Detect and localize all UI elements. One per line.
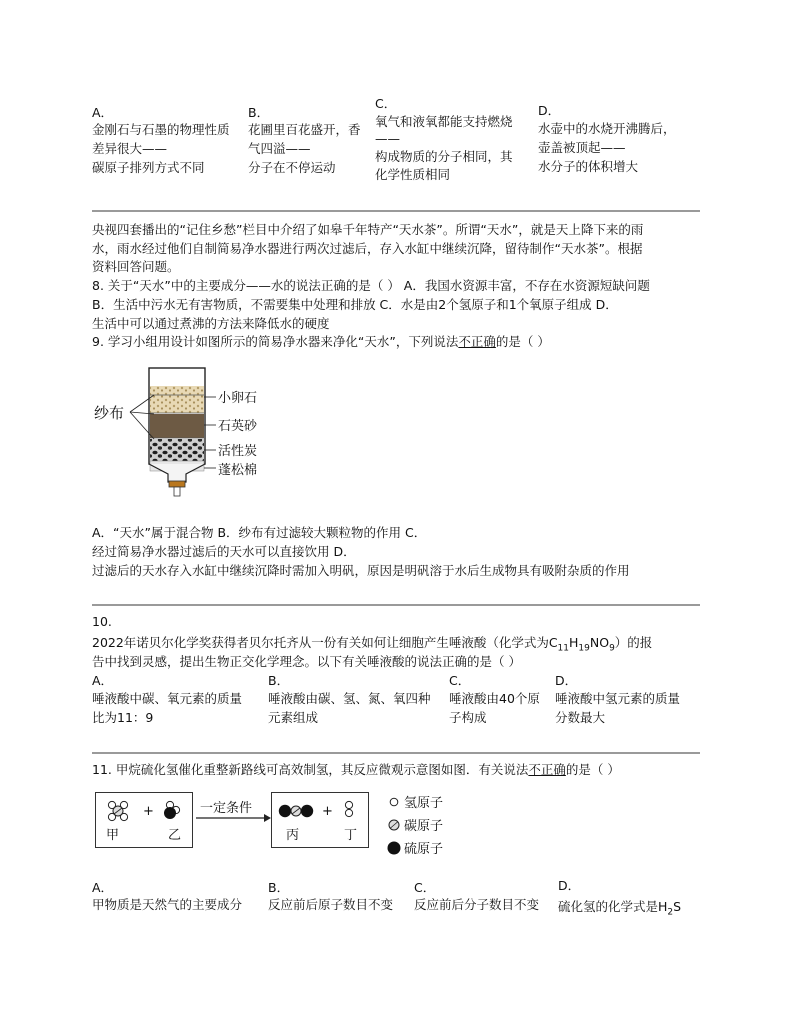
- q10-option-c-letter: C．: [449, 673, 471, 688]
- legend-sulfur: 硫原子: [404, 842, 444, 857]
- formula-subscript: 19: [578, 643, 590, 654]
- formula-text: H: [569, 635, 579, 650]
- reactant-plus: +: [143, 804, 154, 819]
- formula-text: S: [673, 899, 682, 914]
- q10-option-b-line: 唾液酸由碳、氢、氮、氧四种: [268, 691, 431, 706]
- legend-symbols: [386, 796, 402, 856]
- q7-option-c-line: 氧气和液氧都能支持燃烧: [375, 114, 513, 129]
- q10-option-a-line: 唾液酸中碳、氧元素的质量: [92, 691, 243, 706]
- label-jia: 甲: [106, 828, 120, 843]
- passage-line: 水，雨水经过他们自制简易净水器进行两次过滤后，存入水缸中继续沉降，留待制作“天水茶”。根据: [92, 241, 643, 256]
- q11-option-d-letter: D．: [558, 878, 581, 893]
- divider: [92, 604, 700, 606]
- passage-line: 资料回答问题。: [92, 259, 180, 274]
- product-plus: +: [322, 804, 333, 819]
- layer-label-carbon: 活性炭: [218, 444, 258, 459]
- q7-option-d-letter: D．: [538, 103, 561, 118]
- water-filter-figure: [92, 362, 282, 502]
- q11-option-b-text: 反应前后原子数目不变: [268, 897, 394, 912]
- q7-option-a-letter: A．: [92, 105, 114, 120]
- label-yi: 乙: [168, 828, 182, 843]
- q7-option-a-line: 碳原子排列方式不同: [92, 160, 205, 175]
- divider: [92, 210, 700, 212]
- q10-option-b-line: 元素组成: [268, 710, 319, 725]
- q7-option-c-line: 化学性质相同: [375, 167, 451, 182]
- q9-option-line: 过滤后的天水存入水缸中继续沉降时需加入明矾，原因是明矾溶于水后生成物具有吸附杂质的作用: [92, 563, 630, 578]
- q10-stem-line1: [92, 633, 652, 652]
- q11-option-a-text: 甲物质是天然气的主要成分: [92, 897, 243, 912]
- layer-label-cotton: 蓬松棉: [218, 463, 258, 478]
- q11-option-c-text: 反应前后分子数目不变: [414, 897, 540, 912]
- label-ding: 丁: [344, 828, 358, 843]
- q7-option-c-line: ——: [375, 131, 400, 146]
- q9-stem-underlined: 不正确: [458, 334, 496, 349]
- q9-option-line: A．“天水”属于混合物 B．纱布有过滤较大颗粒物的作用 C．: [92, 525, 427, 540]
- q10-option-d-line: 分数最大: [555, 710, 606, 725]
- q7-option-a-line: 差异很大——: [92, 141, 168, 156]
- reactants-box: [95, 792, 193, 848]
- q7-option-b-line: 气四溢——: [248, 141, 311, 156]
- q8-line: 8. 关于“天水”中的主要成分——水的说法正确的是（ ） A．我国水资源丰富，不存在水资源短缺问题: [92, 278, 650, 293]
- formula-text: 硫化氢的化学式是H: [558, 899, 668, 914]
- q9-stem-text: 的是（ ）: [495, 334, 550, 349]
- legend-hydrogen: 氢原子: [404, 796, 444, 811]
- label-bing: 丙: [286, 828, 300, 843]
- q11-stem-underlined: 不正确: [528, 762, 566, 777]
- passage-line: 央视四套播出的“记住乡愁”栏目中介绍了如皋千年特产“天水茶”。所谓“天水”，就是天上降下来的雨: [92, 222, 644, 237]
- q7-option-d-line: 水分子的体积增大: [538, 159, 639, 174]
- q10-stem-text: ）的报: [614, 635, 653, 650]
- q11-option-c-letter: C．: [414, 880, 436, 895]
- q10-option-a-letter: A．: [92, 673, 114, 688]
- q10-option-a-line: 比为11：9: [92, 710, 154, 725]
- layer-label-sand: 石英砂: [218, 419, 258, 434]
- q7-option-b-line: 分子在不停运动: [248, 160, 336, 175]
- q9-option-line: 经过简易净水器过滤后的天水可以直接饮用 D．: [92, 544, 356, 559]
- q11-option-b-letter: B．: [268, 880, 290, 895]
- q10-option-d-line: 唾液酸中氢元素的质量: [555, 691, 681, 706]
- gauze-label: 纱布: [94, 404, 125, 422]
- q10-option-b-letter: B．: [268, 673, 290, 688]
- q9-stem-text: 9. 学习小组用设计如图所示的简易净水器来净化“天水”，下列说法: [92, 334, 459, 349]
- q10-option-c-line: 唾液酸由40个原: [449, 691, 540, 706]
- q10-stem-text: 2022年诺贝尔化学奖获得者贝尔托齐从一份有关如何让细胞产生唾液酸（化学式为C: [92, 635, 558, 650]
- hydrogen-atom-icon: [390, 798, 398, 806]
- q11-stem-text: 的是（ ）: [565, 762, 620, 777]
- reaction-condition: 一定条件: [200, 801, 253, 816]
- q7-option-c-line: 构成物质的分子相同，其: [375, 149, 513, 164]
- q9-stem: [92, 332, 550, 351]
- divider: [92, 752, 700, 754]
- q7-option-d-line: 水壶中的水烧开沸腾后，: [538, 121, 676, 136]
- formula-subscript: 2: [667, 907, 674, 918]
- q7-option-a-line: 金刚石与石墨的物理性质: [92, 122, 230, 137]
- products-box: [271, 792, 369, 848]
- formula-text: NO: [589, 635, 610, 650]
- q7-option-b-letter: B．: [248, 105, 270, 120]
- sulfur-atom-icon: [388, 842, 401, 855]
- q7-option-d-line: 壶盖被顶起——: [538, 140, 626, 155]
- q7-option-c-letter: C．: [375, 96, 397, 111]
- q11-stem: [92, 760, 620, 779]
- q8-line: B．生活中污水无有害物质，不需要集中处理和排放 C．水是由2个氢原子和1个氧原子组成 D．: [92, 297, 618, 312]
- q10-stem-line2: 告中找到灵感，提出生物正交化学理念。以下有关唾液酸的说法正确的是（ ）: [92, 654, 521, 669]
- legend-carbon: 碳原子: [404, 819, 444, 834]
- q7-option-b-line: 花圃里百花盛开，香: [248, 122, 361, 137]
- q10-option-d-letter: D．: [555, 673, 578, 688]
- q10-number: 10.: [92, 614, 112, 629]
- formula-subscript: 11: [557, 643, 569, 654]
- q8-line: 生活中可以通过煮沸的方法来降低水的硬度: [92, 316, 330, 331]
- arrow-icon: [194, 812, 272, 824]
- q10-option-c-line: 子构成: [449, 710, 487, 725]
- q11-option-d-text: [558, 897, 681, 916]
- layer-label-pebbles: 小卵石: [218, 391, 258, 406]
- q11-option-a-letter: A．: [92, 880, 114, 895]
- formula-subscript: 9: [609, 643, 615, 654]
- q11-stem-text: 11. 甲烷硫化氢催化重整新路线可高效制氢，其反应微观示意图如图．有关说法: [92, 762, 529, 777]
